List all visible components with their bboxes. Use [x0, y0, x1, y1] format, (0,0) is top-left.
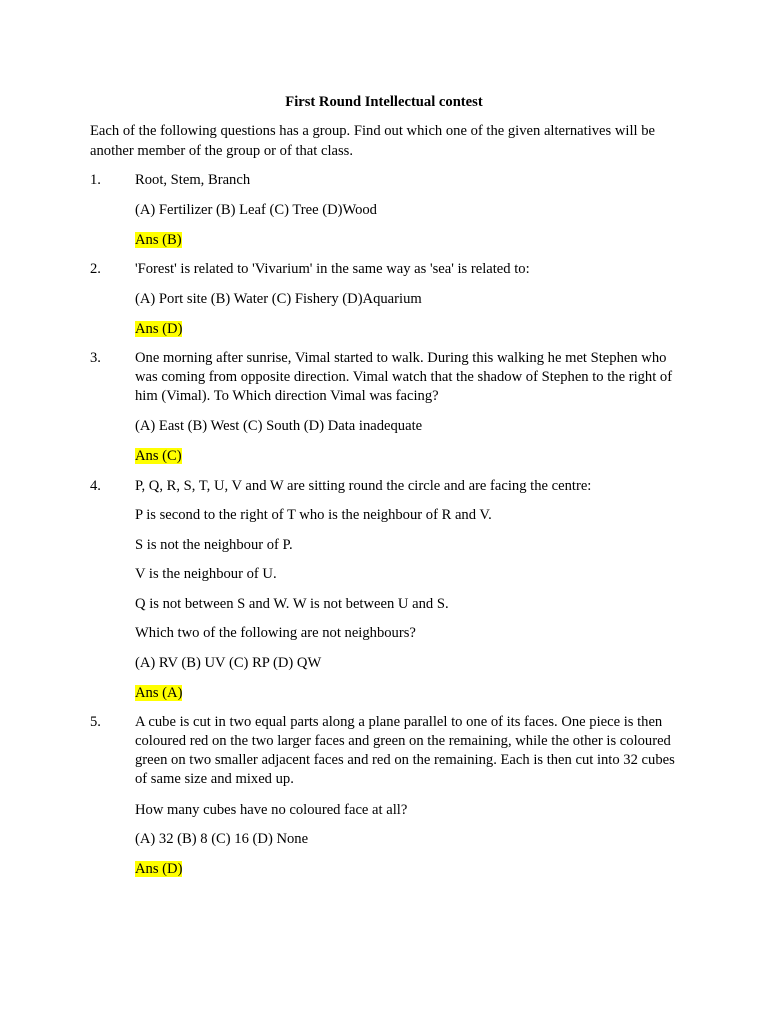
answer-options: (A) Port site (B) Water (C) Fishery (D)Aquarium [135, 291, 422, 307]
answer-label [135, 684, 182, 703]
question-text: How many cubes have no coloured face at all? [135, 802, 408, 818]
answer-options: (A) Fertilizer (B) Leaf (C) Tree (D)Wood [135, 202, 377, 218]
document-title: First Round Intellectual contest [285, 94, 483, 110]
answer-label [135, 860, 182, 879]
question-text: Q is not between S and W. W is not between U and S. [135, 596, 449, 612]
answer-label [135, 231, 182, 250]
question-number: 1. [90, 172, 101, 188]
intro-paragraph: Each of the following questions has a group. Find out which one of the given alternatives will be another member of the group or of that class. [90, 123, 655, 159]
answer-options: (A) RV (B) UV (C) RP (D) QW [135, 655, 322, 671]
answer-label [135, 320, 182, 339]
answer-highlight: Ans (D) [135, 861, 183, 877]
question-text: Which two of the following are not neighbours? [135, 625, 416, 641]
question-number: 2. [90, 261, 101, 277]
answer-options: (A) 32 (B) 8 (C) 16 (D) None [135, 831, 309, 847]
question-number: 3. [90, 350, 101, 366]
question-text: P is second to the right of T who is the neighbour of R and V. [135, 507, 492, 523]
question-text: 'Forest' is related to 'Vivarium' in the same way as 'sea' is related to: [135, 261, 530, 277]
question-text: A cube is cut in two equal parts along a plane parallel to one of its faces. One piece is then coloured red on the two larger faces and green on the remaining, while the other is coloured green on two smaller adjacent faces and red on the remaining. Each is then cut into 32 cubes of same size and mixed up. [135, 714, 675, 787]
question-text: One morning after sunrise, Vimal started to walk. During this walking he met Stephen who was coming from opposite direction. Vimal watch that the shadow of Stephen to the right of him (Vimal). To Which direction Vimal was facing? [135, 350, 673, 404]
answer-highlight: Ans (C) [135, 448, 182, 464]
answer-highlight: Ans (B) [135, 232, 182, 248]
question-text: P, Q, R, S, T, U, V and W are sitting round the circle and are facing the centre: [135, 478, 592, 494]
question-number: 5. [90, 714, 101, 730]
question-text: S is not the neighbour of P. [135, 537, 293, 553]
answer-options: (A) East (B) West (C) South (D) Data inadequate [135, 418, 423, 434]
answer-highlight: Ans (A) [135, 685, 183, 701]
question-text: V is the neighbour of U. [135, 566, 277, 582]
question-text: Root, Stem, Branch [135, 172, 251, 188]
answer-highlight: Ans (D) [135, 321, 183, 337]
answer-label [135, 447, 182, 466]
question-number: 4. [90, 478, 101, 494]
